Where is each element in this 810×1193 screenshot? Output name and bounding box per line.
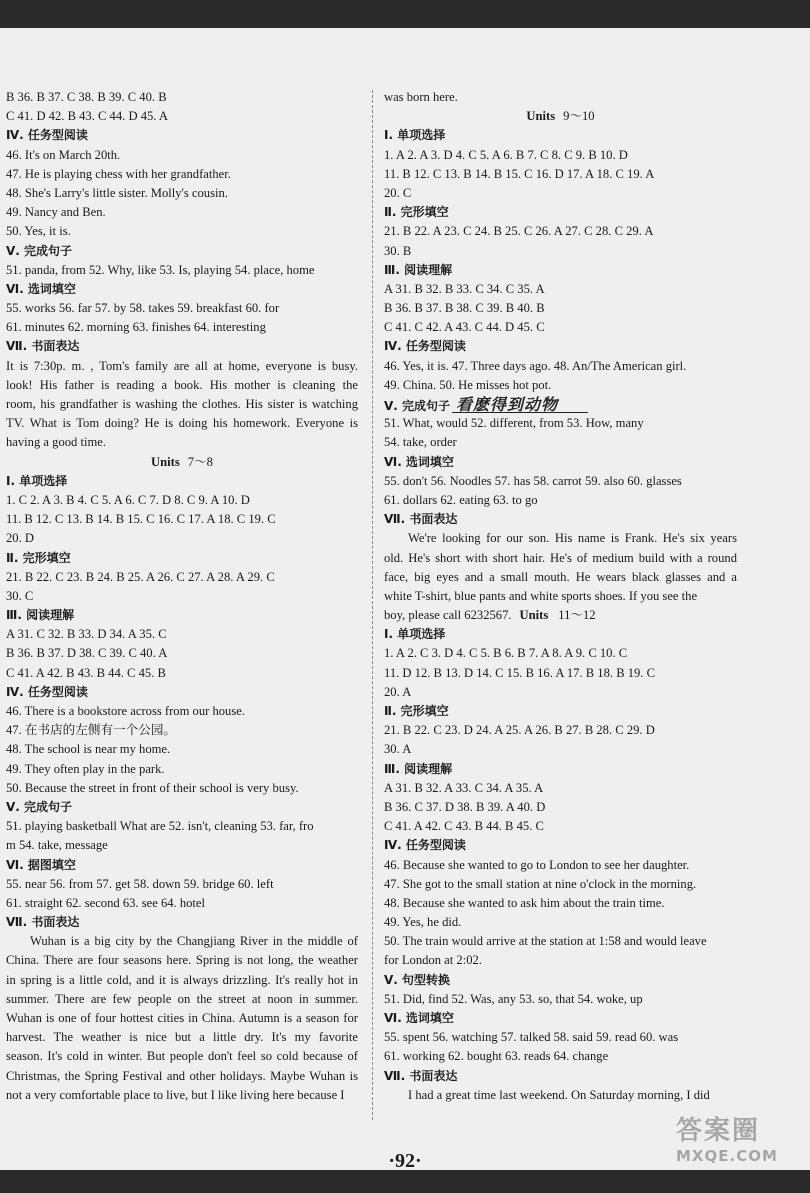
answer-line: m 54. take, message	[6, 838, 108, 853]
section-heading: Ⅳ. 任务型阅读	[384, 339, 466, 354]
answer-line: 51. panda, from 52. Why, like 53. Is, playing 54. place, home	[6, 262, 315, 277]
answer-line: 48. Because she wanted to ask him about the train time.	[384, 895, 665, 910]
unit-range: 7～8	[187, 454, 213, 469]
answer-line: 21. B 22. C 23. D 24. A 25. A 26. B 27. B 28. C 29. D	[384, 723, 655, 738]
essay-line: room, his grandfather is washing the clothes. His sister is watching	[6, 397, 358, 411]
essay-line: having a good time.	[6, 435, 107, 450]
answer-line: 46. Because she wanted to go to London to see her daughter.	[384, 857, 690, 872]
answer-line: A 31. B 32. A 33. C 34. A 35. A	[384, 780, 544, 795]
unit-title	[384, 107, 737, 126]
answer-line: 20. C	[384, 185, 412, 200]
section-heading: Ⅳ. 任务型阅读	[6, 684, 88, 699]
section-heading: Ⅱ. 完形填空	[384, 205, 449, 220]
answer-line: C 41. A 42. B 43. B 44. C 45. B	[6, 665, 166, 680]
answer-line: 55. spent 56. watching 57. talked 58. said 59. read 60. was	[384, 1030, 679, 1045]
section-heading: Ⅱ. 完形填空	[6, 550, 71, 565]
section-heading-with-handwriting	[384, 395, 737, 414]
section-heading: Ⅵ. 选词填空	[384, 1011, 454, 1025]
answer-line: 61. working 62. bought 63. reads 64. change	[384, 1049, 609, 1064]
answer-line: 55. works 56. far 57. by 58. takes 59. breakfast 60. for	[6, 301, 280, 316]
answer-line: 47. He is playing chess with her grandfather.	[6, 166, 231, 181]
essay-line: season. It's cold in winter. But people don't feel so cold because of	[6, 1049, 358, 1064]
section-heading: Ⅵ. 据图填空	[6, 857, 76, 872]
section-label: Ⅴ. 完成句子	[384, 399, 451, 413]
essay-line: Wuhan is one of four hottest cities in China. Autumn is a season for	[6, 1011, 358, 1025]
essay-line: boy, please call 6232567.	[384, 608, 512, 623]
answer-line: A 31. B 32. B 33. C 34. C 35. A	[384, 281, 545, 296]
answer-line: 1. C 2. A 3. B 4. C 5. A 6. C 7. D 8. C 9. A 10. D	[6, 492, 250, 507]
answer-line: for London at 2:02.	[384, 953, 482, 968]
column-divider	[372, 90, 373, 1120]
section-heading: Ⅰ. 单项选择	[384, 627, 446, 642]
answer-line: 49. Yes, he did.	[384, 915, 462, 930]
section-heading: Ⅶ. 书面表达	[6, 339, 80, 354]
handwriting-text: 看麽得到动物	[456, 395, 559, 414]
section-heading: Ⅶ. 书面表达	[6, 915, 80, 930]
answer-line: 11. B 12. C 13. B 14. B 15. C 16. C 17. A 18. C 19. C	[6, 512, 276, 527]
answer-line: 47. 在书店的左侧有一个公园。	[6, 723, 177, 738]
essay-line: was born here.	[384, 90, 458, 104]
answer-line: 30. C	[6, 588, 34, 603]
section-heading: Ⅲ. 阅读理解	[384, 262, 453, 277]
answer-line: 61. minutes 62. morning 63. finishes 64. interesting	[6, 320, 266, 335]
answer-line: 11. D 12. B 13. D 14. C 15. B 16. A 17. B 18. B 19. C	[384, 665, 656, 680]
answer-line: 51. What, would 52. different, from 53. How, many	[384, 416, 644, 431]
answer-line: 30. B	[384, 243, 412, 258]
section-heading: Ⅶ. 书面表达	[384, 1068, 458, 1083]
answer-line: 48. The school is near my home.	[6, 742, 171, 757]
section-heading: Ⅰ. 单项选择	[6, 473, 68, 488]
section-heading: Ⅵ. 选词填空	[6, 281, 76, 296]
answer-line: 11. B 12. C 13. B 14. B 15. C 16. D 17. A 18. C 19. A	[384, 166, 655, 181]
essay-line: white T-shirt, blue pants and white sports shoes. If you see the	[384, 588, 698, 603]
essay-line: It is 7:30p. m. , Tom's family are all at home, everyone is busy.	[6, 358, 358, 373]
answer-line: 49. China. 50. He misses hot pot.	[384, 377, 552, 392]
answer-key-page	[0, 28, 810, 1170]
answer-line: 47. She got to the small station at nine o'clock in the morning.	[384, 876, 697, 891]
answer-line: 46. It's on March 20th.	[6, 147, 121, 162]
essay-line: in spring is a little cold, and it is always drizzling. It's really hot in	[6, 972, 358, 987]
section-heading: Ⅰ. 单项选择	[384, 128, 446, 143]
answer-line: 54. take, order	[384, 435, 457, 450]
answer-line: I had a great time last weekend. On Saturday morning, I did	[408, 1087, 710, 1102]
section-heading: Ⅳ. 任务型阅读	[384, 838, 466, 853]
section-heading: Ⅲ. 阅读理解	[384, 761, 453, 776]
unit-range: 9～10	[563, 109, 595, 124]
essay-line: face, big eyes and a small mouth. He wears black glasses and a	[384, 569, 737, 584]
answer-line: B 36. C 37. D 38. B 39. A 40. D	[384, 799, 546, 814]
essay-line: not a very comfortable place to live, but I like living here because I	[6, 1087, 345, 1102]
answer-line: 61. straight 62. second 63. see 64. hotel	[6, 895, 206, 910]
right-column	[384, 88, 737, 1105]
answer-line: 48. She's Larry's little sister. Molly's cousin.	[6, 185, 228, 200]
unit-label: Units	[151, 454, 180, 469]
section-heading: Ⅲ. 阅读理解	[6, 608, 75, 623]
answer-line: C 41. C 42. A 43. C 44. D 45. C	[384, 320, 545, 335]
page-number: ·92·	[388, 1150, 422, 1172]
answer-line: 50. The train would arrive at the station at 1:58 and would leave	[384, 934, 707, 949]
unit-range: 11～12	[558, 608, 596, 623]
answer-line: C 41. D 42. B 43. C 44. D 45. A	[6, 109, 168, 124]
answer-line: 61. dollars 62. eating 63. to go	[384, 492, 538, 507]
answer-line: B 36. B 37. C 38. B 39. C 40. B	[6, 90, 167, 104]
unit-label: Units	[526, 109, 556, 124]
answer-line: 51. playing basketball What are 52. isn't, cleaning 53. far, fro	[6, 819, 314, 834]
essay-line: summer. There are few people on the street at noon in summer.	[6, 991, 358, 1006]
answer-line: A 31. C 32. B 33. D 34. A 35. C	[6, 627, 167, 642]
unit-label: Units	[519, 608, 549, 623]
answer-line: 1. A 2. A 3. D 4. C 5. A 6. B 7. C 8. C 9. B 10. D	[384, 147, 628, 162]
answer-line: B 36. B 37. D 38. C 39. C 40. A	[6, 646, 168, 661]
essay-line: old. He's short with short hair. He's of medium build with a round	[384, 550, 737, 565]
answer-line: 46. There is a bookstore across from our house.	[6, 704, 245, 718]
essay-tail-line	[384, 606, 737, 625]
essay-line: Christmas, the Spring Festival and other holidays. Maybe Wuhan is	[6, 1068, 358, 1083]
answer-line: 21. B 22. C 23. B 24. B 25. A 26. C 27. A 28. A 29. C	[6, 569, 275, 584]
watermark-logo	[676, 1110, 796, 1170]
section-heading: Ⅴ. 句型转换	[384, 972, 451, 987]
answer-line: B 36. B 37. B 38. C 39. B 40. B	[384, 301, 545, 316]
answer-line: 51. Did, find 52. Was, any 53. so, that 54. woke, up	[384, 991, 643, 1006]
section-heading: Ⅴ. 完成句子	[6, 243, 73, 258]
answer-line: 20. D	[6, 531, 34, 546]
answer-line: 21. B 22. A 23. C 24. B 25. C 26. A 27. C 28. C 29. A	[384, 224, 654, 239]
answer-line: 1. A 2. C 3. D 4. C 5. B 6. B 7. A 8. A 9. C 10. C	[384, 646, 628, 661]
essay-line: Wuhan is a big city by the Changjiang River in the middle of	[30, 934, 358, 949]
watermark-site: MXQE.COM	[676, 1147, 778, 1165]
answer-line: 49. They often play in the park.	[6, 761, 165, 776]
unit-title	[6, 453, 358, 472]
essay-line: look! His father is reading a book. His mother is cleaning the	[6, 377, 358, 392]
essay-line: harvest. The weather is nice but a little dry. It's my favorite	[6, 1030, 358, 1045]
answer-line: 55. don't 56. Noodles 57. has 58. carrot 59. also 60. glasses	[384, 473, 682, 488]
section-heading: Ⅱ. 完形填空	[384, 704, 449, 718]
answer-line: 20. A	[384, 684, 412, 699]
left-column	[6, 88, 358, 1105]
answer-line: 46. Yes, it is. 47. Three days ago. 48. An/The American girl.	[384, 358, 687, 373]
answer-line: 55. near 56. from 57. get 58. down 59. bridge 60. left	[6, 876, 274, 891]
watermark-main: 答案圈	[676, 1116, 761, 1146]
essay-line: TV. What is Tom doing? He is doing his homework. Everyone is	[6, 416, 358, 431]
answer-line: 50. Yes, it is.	[6, 224, 71, 239]
essay-line: China. There are four seasons here. Spring is not long, the weather	[6, 953, 358, 968]
answer-line: 49. Nancy and Ben.	[6, 205, 106, 220]
handwriting-underline	[452, 412, 588, 413]
section-heading: Ⅴ. 完成句子	[6, 799, 73, 814]
section-heading: Ⅵ. 选词填空	[384, 454, 454, 469]
answer-line: C 41. A 42. C 43. B 44. B 45. C	[384, 819, 544, 834]
section-heading: Ⅶ. 书面表达	[384, 512, 458, 527]
answer-line: 30. A	[384, 742, 412, 757]
answer-line: 50. Because the street in front of their school is very busy.	[6, 780, 299, 795]
section-heading: Ⅳ. 任务型阅读	[6, 128, 88, 143]
handwritten-note	[456, 395, 558, 416]
essay-line: We're looking for our son. His name is Frank. He's six years	[408, 531, 737, 546]
